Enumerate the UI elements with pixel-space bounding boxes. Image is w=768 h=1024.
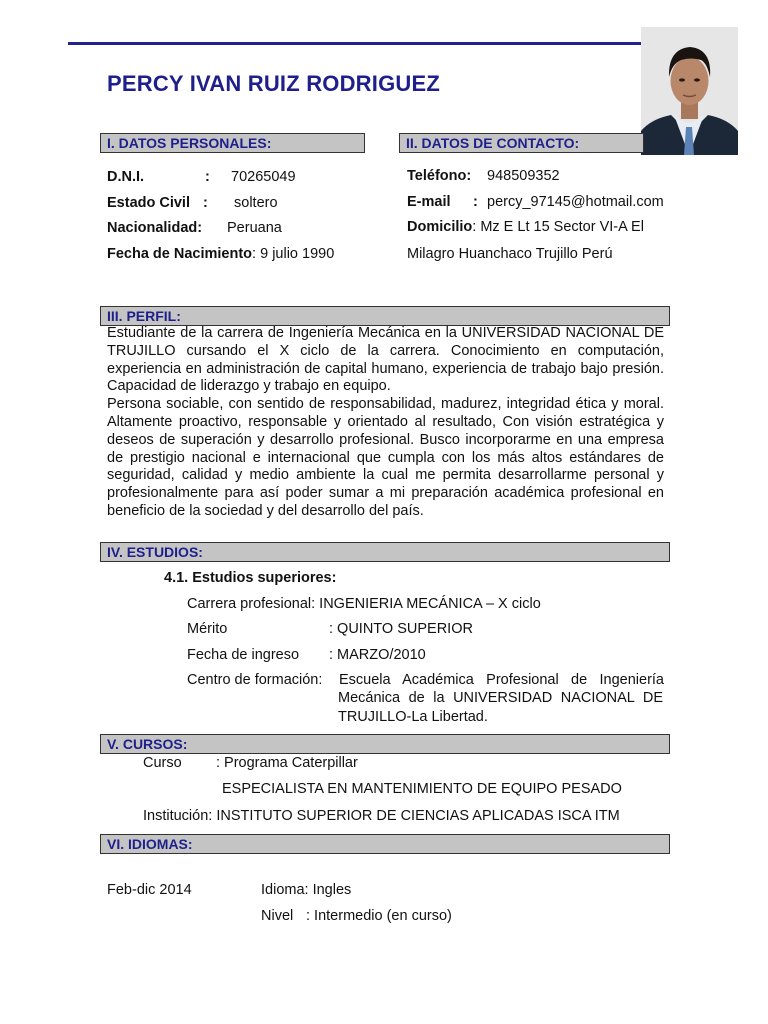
section-contact-title: II. DATOS DE CONTACTO: [406, 135, 580, 151]
email-label: E-mail [407, 194, 451, 210]
language-name: Idioma: Ingles [261, 882, 352, 898]
portrait-photo-icon [641, 27, 738, 155]
language-level-value: : Intermedio (en curso) [306, 908, 452, 924]
section-profile-title: III. PERFIL: [107, 308, 181, 324]
course-value: : Programa Caterpillar [216, 755, 358, 771]
email-value: percy_97145@hotmail.com [487, 194, 664, 210]
training-center-label: Centro de formación: [187, 672, 323, 688]
training-center-line-1 [339, 672, 664, 688]
phone-label: Teléfono: [407, 168, 472, 184]
email-colon: : [473, 194, 478, 210]
section-studies [100, 542, 670, 562]
course-label: Curso [143, 755, 182, 771]
training-center-text-1: Escuela Académica Profesional de Ingeniería [339, 672, 664, 688]
training-center-line-3: TRUJILLO-La Libertad. [338, 709, 488, 725]
birth-date-row [107, 246, 334, 262]
dni-label: D.N.I. [107, 169, 145, 185]
birth-date-value: : 9 julio 1990 [252, 246, 335, 262]
section-studies-title: IV. ESTUDIOS: [107, 544, 203, 560]
section-contact-data [399, 133, 644, 153]
entry-date-value: : MARZO/2010 [329, 647, 426, 663]
address-line-1: : Mz E Lt 15 Sector VI-A El [472, 219, 644, 235]
profile-paragraph-1: Estudiante de la carrera de Ingeniería Mecánica en la UNIVERSIDAD NACIONAL DE TRUJILLO cursando el X ciclo de la carrera. Conocimiento en computación, experiencia en administración de capital humano, experiencia de trabajo bajo presión. Capacidad de liderazgo y trabajo en equipo. [107, 325, 664, 395]
dni-value: 70265049 [231, 169, 296, 185]
birth-date-label: Fecha de Nacimiento [107, 246, 253, 262]
section-languages-title: VI. IDIOMAS: [107, 836, 193, 852]
section-profile [100, 306, 670, 326]
civil-status-label: Estado Civil [107, 195, 190, 211]
profile-paragraph-2: Persona sociable, con sentido de responsabilidad, madurez, integridad ética y moral. Altamente proactivo, responsable y orientado al resultado, Con visión estratégica y deseos de superación y desarrollo profesional. Busco incorporarme en una empresa de prestigio nacional e internacional que cumpla con los más altos estándares de seguridad, calidad y medio ambiente la cual me permita desarrollarme personal y profesionalmente para así poder sumar a mi preparación académica profesional en beneficio de la sociedad y del desarrollo del país. [107, 396, 664, 519]
civil-status-colon: : [203, 195, 208, 211]
phone-value: 948509352 [487, 168, 560, 184]
profile-text [107, 325, 664, 521]
section-courses [100, 734, 670, 754]
training-center-text-2: Mecánica de la UNIVERSIDAD NACIONAL DE [338, 690, 663, 706]
higher-studies-heading: 4.1. Estudios superiores: [164, 570, 337, 586]
profile-photo [641, 27, 738, 155]
language-level-label: Nivel [261, 908, 294, 924]
dni-colon: : [205, 169, 210, 185]
section-languages [100, 834, 670, 854]
language-period: Feb-dic 2014 [107, 882, 192, 898]
merit-value: : QUINTO SUPERIOR [329, 621, 473, 637]
address-row [407, 219, 644, 235]
training-center-line-2 [338, 690, 663, 706]
section-courses-title: V. CURSOS: [107, 736, 188, 752]
merit-label: Mérito [187, 621, 228, 637]
address-label: Domicilio [407, 219, 473, 235]
nationality-value: Peruana [227, 220, 282, 236]
course-institution: Institución: INSTITUTO SUPERIOR DE CIENCIAS APLICADAS ISCA ITM [143, 808, 620, 824]
section-personal-data [100, 133, 365, 153]
candidate-name: PERCY IVAN RUIZ RODRIGUEZ [107, 71, 440, 96]
civil-status-value: soltero [234, 195, 278, 211]
section-personal-title: I. DATOS PERSONALES: [107, 135, 272, 151]
address-line-2: Milagro Huanchaco Trujillo Perú [407, 246, 613, 262]
header-rule [68, 42, 658, 45]
course-title: ESPECIALISTA EN MANTENIMIENTO DE EQUIPO PESADO [222, 781, 622, 797]
nationality-label: Nacionalidad: [107, 220, 203, 236]
entry-date-label: Fecha de ingreso [187, 647, 300, 663]
career-line: Carrera profesional: INGENIERIA MECÁNICA – X ciclo [187, 596, 541, 612]
